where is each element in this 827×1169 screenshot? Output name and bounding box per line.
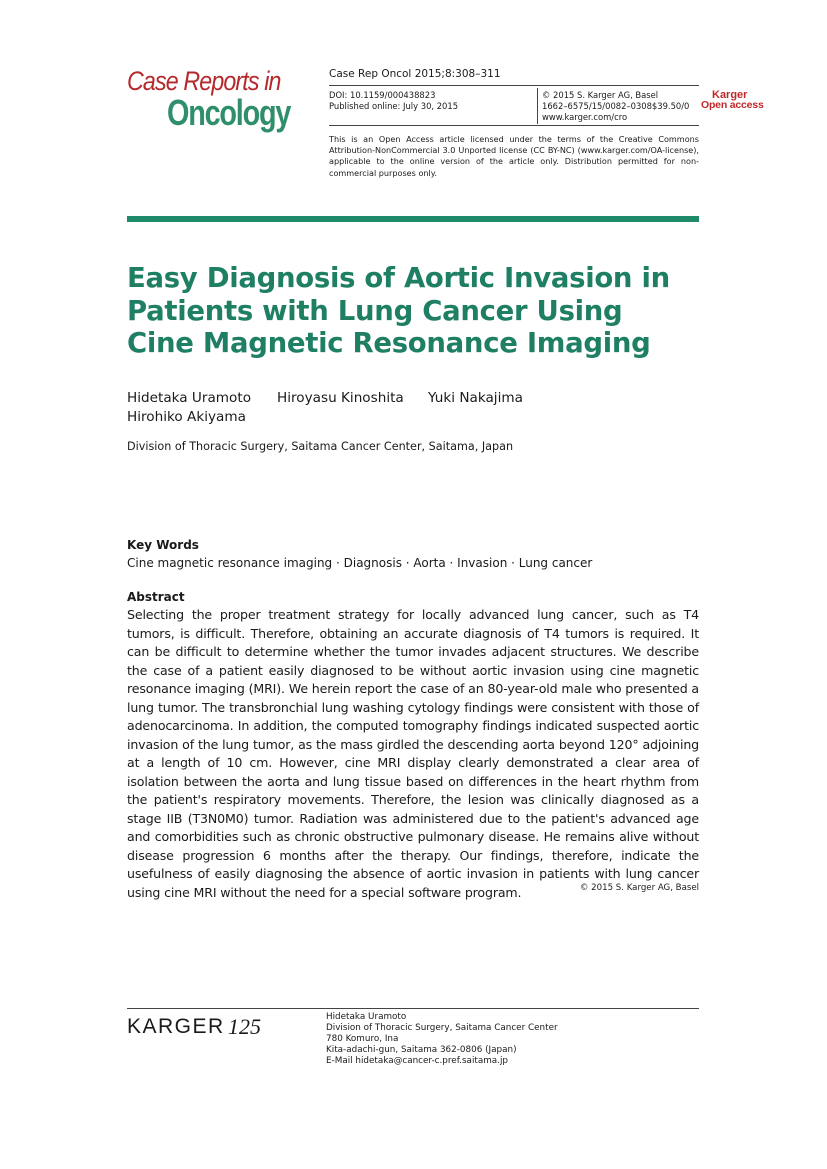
header-copyright: © 2015 S. Karger AG, Basel	[542, 90, 659, 100]
corr-department: Division of Thoracic Surgery, Saitama Cancer Center	[326, 1023, 558, 1034]
corr-city: Kita-adachi-gun, Saitama 362-0806 (Japan)	[326, 1045, 517, 1056]
journal-name-line2: Oncology	[167, 92, 291, 133]
license-notice: This is an Open Access article licensed under the terms of the Creative Commons Attribution-NonCommercial 3.0 Unported license (CC BY-NC) (www.karger.com/OA-license), applicable to the online version of the article only. Distribution permitted for non-commercial purposes only.	[329, 134, 699, 178]
karger-oa-line2: Open access	[701, 99, 764, 111]
author-4: Hirohiko Akiyama	[127, 409, 246, 425]
keywords-heading: Key Words	[127, 538, 199, 552]
anniversary-number: 125	[228, 1014, 261, 1039]
header-bar	[127, 216, 699, 222]
journal-name-line1: Case Reports in	[127, 66, 281, 96]
footer-rule	[127, 1008, 699, 1009]
karger-open-access-logo	[701, 90, 764, 110]
corr-name: Hidetaka Uramoto	[326, 1012, 407, 1022]
abstract-heading: Abstract	[127, 590, 185, 604]
issn: 1662–6575/15/0082–0308$39.50/0	[542, 101, 690, 111]
header-rule-bottom	[329, 125, 699, 126]
karger-oa-line1: Karger	[712, 89, 748, 101]
citation: Case Rep Oncol 2015;8:308–311	[329, 68, 501, 80]
website-link[interactable]: www.karger.com/cro	[542, 112, 628, 122]
article-title: Easy Diagnosis of Aortic Invasion in Patients with Lung Cancer Using Cine Magnetic Resonance Imaging	[127, 262, 670, 359]
corr-street: 780 Komuro, Ina	[326, 1034, 399, 1045]
author-2: Hiroyasu Kinoshita	[277, 390, 404, 406]
affiliation: Division of Thoracic Surgery, Saitama Cancer Center, Saitama, Japan	[127, 440, 514, 453]
author-3: Yuki Nakajima	[428, 390, 523, 406]
abstract-text: Selecting the proper treatment strategy for locally advanced lung cancer, such as T4 tumors, is difficult. Therefore, obtaining an accurate diagnosis of T4 tumors is required. It can be difficult to determine whether the tumor invades adjacent structures. We describe the case of a patient easily diagnosed to be without aortic invasion using cine magnetic resonance imaging (MRI). We herein report the case of an 80-year-old male who presented a lung tumor. The transbronchial lung washing cytology findings were consistent with those of adenocarcinoma. In addition, the computed tomography findings indicated suspected aortic invasion of the lung tumor, as the mass girdled the descending aorta beyond 120° adjoining at a length of 10 cm. However, cine MRI display clearly demonstrated a clear area of isolation between the aorta and lung tissue based on differences in the heart rhythm from the patient's respiratory movements. Therefore, the lesion was clinically diagnosed as a stage IIB (T3N0M0) tumor. Radiation was administered due to the patient's advanced age and comorbidities such as chronic obstructive pulmonary disease. He remains alive without disease progression 6 months after the therapy. Our findings, therefore, indicate the usefulness of easily diagnosing the absence of aortic invasion in patients with lung cancer using cine MRI without the need for a special software program.	[127, 607, 699, 900]
header-divider	[537, 88, 538, 124]
corr-email[interactable]: E-Mail hidetaka@cancer-c.pref.saitama.jp	[326, 1056, 509, 1067]
keywords: Cine magnetic resonance imaging · Diagnosis · Aorta · Invasion · Lung cancer	[127, 556, 593, 570]
abstract-copyright: © 2015 S. Karger AG, Basel	[579, 883, 699, 893]
header-rule-top	[329, 85, 699, 86]
published-date: Published online: July 30, 2015	[329, 101, 459, 111]
author-1: Hidetaka Uramoto	[127, 390, 252, 406]
doi: DOI: 10.1159/000438823	[329, 90, 436, 100]
anniversary-125-logo	[228, 1014, 261, 1040]
correspondence-address	[326, 1012, 558, 1067]
karger-logo: KARGER	[127, 1015, 225, 1038]
